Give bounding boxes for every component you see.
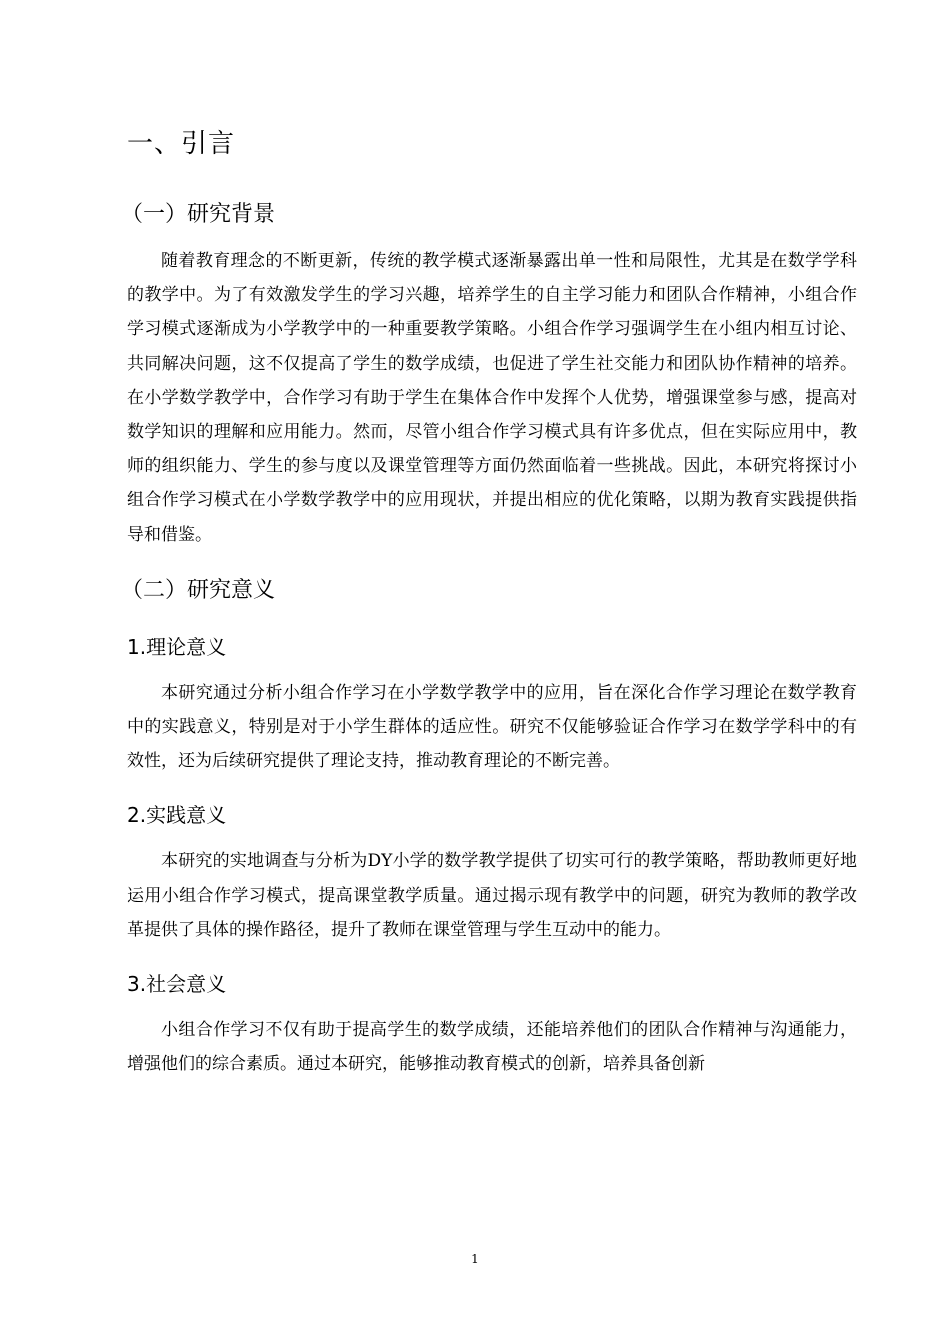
section-heading-significance: （二）研究意义	[121, 577, 276, 603]
background-paragraph: 随着教育理念的不断更新，传统的教学模式逐渐暴露出单一性和局限性，尤其是在数学学科的教学中。为了有效激发学生的学习兴趣，培养学生的自主学习能力和团队合作精神，小组合作学习模式逐渐成为小学教学中的一种重要教学策略。小组合作学习强调学生在小组内相互讨论、共同解决问题，这不仅提高了学生的数学成绩，也促进了学生社交能力和团队协作精神的培养。在小学数学教学中，合作学习有助于学生在集体合作中发挥个人优势，增强课堂参与感，提高对数学知识的理解和应用能力。然而，尽管小组合作学习模式具有许多优点，但在实际应用中，教师的组织能力、学生的参与度以及课堂管理等方面仍然面临着一些挑战。因此，本研究将探讨小组合作学习模式在小学数学教学中的应用现状，并提出相应的优化策略，以期为教育实践提供指导和借鉴。	[127, 251, 857, 545]
section-heading-background: （一）研究背景	[121, 202, 276, 227]
subsection-heading-practice: 2.实践意义	[127, 803, 227, 828]
subsection-heading-theory: 1.理论意义	[127, 634, 227, 659]
theory-paragraph: 本研究通过分析小组合作学习在小学数学教学中的应用，旨在深化合作学习理论在数学教育中的实践意义，特别是对于小学生群体的适应性。研究不仅能够验证合作学习在数学学科中的有效性，还为后续研究提供了理论支持，推动教育理论的不断完善。	[127, 682, 857, 772]
chapter-heading: 一、引言	[127, 129, 236, 159]
page-content	[121, 124, 857, 1081]
page-number: 1	[471, 1252, 479, 1266]
society-paragraph: 小组合作学习不仅有助于提高学生的数学成绩，还能培养他们的团队合作精神与沟通能力，增强他们的综合素质。通过本研究，能够推动教育模式的创新，培养具备创新	[127, 1020, 857, 1075]
subsection-heading-society: 3.社会意义	[127, 972, 227, 997]
practice-paragraph: 本研究的实地调查与分析为DY小学的数学教学提供了切实可行的教学策略，帮助教师更好地运用小组合作学习模式，提高课堂教学质量。通过揭示现有教学中的问题，研究为教师的教学改革提供了具体的操作路径，提升了教师在课堂管理与学生互动中的能力。	[127, 851, 857, 940]
